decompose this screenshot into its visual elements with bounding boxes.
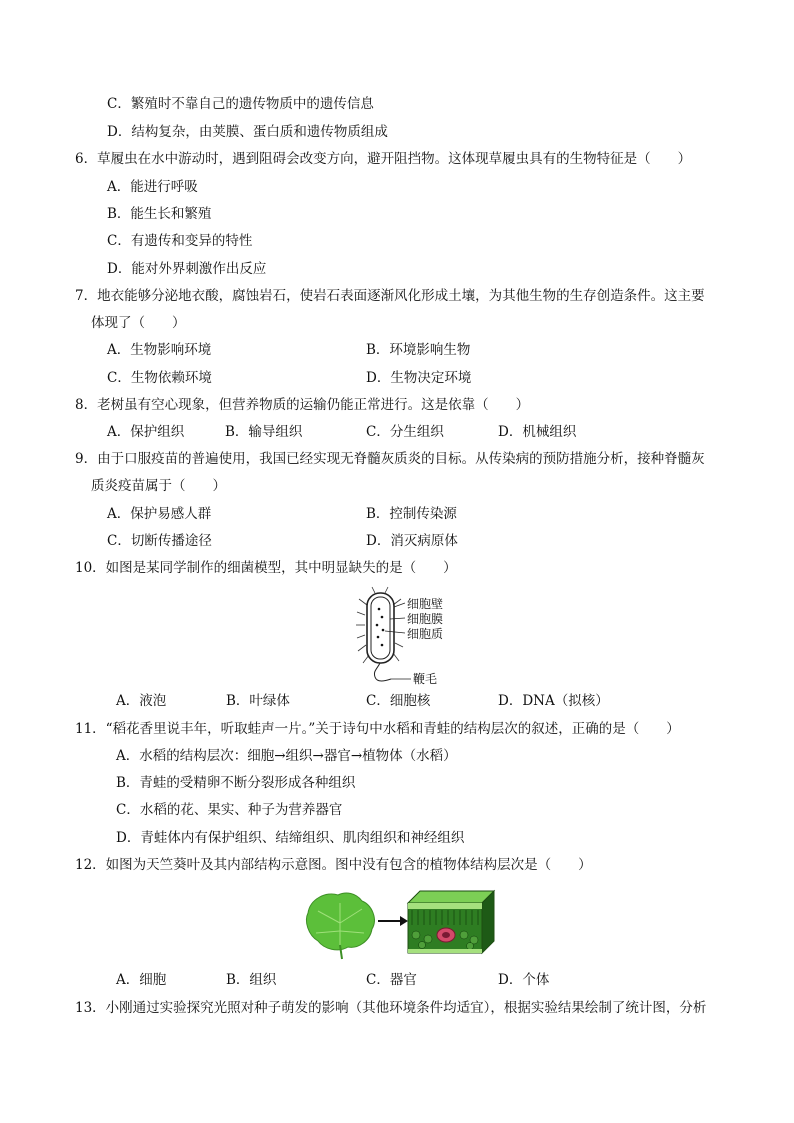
q11-option-d: D．青蛙体内有保护组织、结缔组织、肌肉组织和神经组织 xyxy=(116,830,465,846)
q6-stem: 6．草履虫在水中游动时，遇到阻碍会改变方向，避开阻挡物。这体现草履虫具有的生物特征是（ ） xyxy=(75,151,692,167)
q7-stem-line2: 体现了（ ） xyxy=(91,315,186,331)
q7-option-b: B．环境影响生物 xyxy=(366,342,471,358)
q10-option-a: A．液泡 xyxy=(116,693,167,709)
q8-option-d: D．机械组织 xyxy=(498,424,577,440)
q12-option-c: C．器官 xyxy=(366,972,417,988)
q7-option-a: A．生物影响环境 xyxy=(107,342,212,358)
q6-option-d: D．能对外界刺激作出反应 xyxy=(107,261,267,277)
q9-stem-line1: 9．由于口服疫苗的普遍使用，我国已经实现无脊髓灰质炎的目标。从传染病的预防措施分析，接种脊髓灰 xyxy=(75,451,705,467)
leaf-section-block-icon xyxy=(408,891,494,953)
q5-option-c: C．繁殖时不靠自己的遗传物质中的遗传信息 xyxy=(107,96,374,112)
label-cell-wall: 细胞壁 xyxy=(407,597,444,611)
geranium-figure xyxy=(300,883,500,963)
q8-stem: 8．老树虽有空心现象，但营养物质的运输仍能正常进行。这是依靠（ ） xyxy=(75,397,530,413)
q9-option-d: D．消灭病原体 xyxy=(366,533,458,549)
bacteria-model-figure xyxy=(355,585,465,685)
q12-stem: 12．如图为天竺葵叶及其内部结构示意图。图中没有包含的植物体结构层次是（ ） xyxy=(75,857,592,873)
q10-stem: 10．如图是某同学制作的细菌模型，其中明显缺失的是（ ） xyxy=(75,560,457,576)
q5-option-d: D．结构复杂，由荚膜、蛋白质和遗传物质组成 xyxy=(107,124,388,140)
q9-option-c: C．切断传播途径 xyxy=(107,533,212,549)
q8-option-a: A．保护组织 xyxy=(107,424,185,440)
q11-option-c: C．水稻的花、果实、种子为营养器官 xyxy=(116,802,343,818)
q10-option-c: C．细胞核 xyxy=(366,693,431,709)
label-flagellum: 鞭毛 xyxy=(413,672,438,686)
q12-option-a: A．细胞 xyxy=(116,972,167,988)
q12-option-b: B．组织 xyxy=(226,972,277,988)
label-cytoplasm: 细胞质 xyxy=(407,627,444,641)
q9-option-a: A．保护易感人群 xyxy=(107,506,212,522)
q13-stem: 13．小刚通过实验探究光照对种子萌发的影响（其他环境条件均适宜），根据实验结果绘制了统计图，分析 xyxy=(75,1000,707,1016)
q11-option-a: A．水稻的结构层次：细胞→组织→器官→植物体（水稻） xyxy=(116,748,457,764)
q11-stem: 11．“稻花香里说丰年，听取蛙声一片。”关于诗句中水稻和青蛙的结构层次的叙述，正确的是（ ） xyxy=(75,721,680,737)
leaf-structure-diagram xyxy=(300,883,500,963)
q9-stem-line2: 质炎疫苗属于（ ） xyxy=(91,478,226,494)
q6-option-a: A．能进行呼吸 xyxy=(107,179,198,195)
q10-option-d: D．DNA（拟核） xyxy=(498,693,609,709)
q7-option-d: D．生物决定环境 xyxy=(366,370,472,386)
q8-option-c: C．分生组织 xyxy=(366,424,444,440)
geranium-leaf-icon xyxy=(306,893,374,959)
q7-stem-line1: 7．地衣能够分泌地衣酸，腐蚀岩石，使岩石表面逐渐风化形成土壤，为其他生物的生存创造条件。这主要 xyxy=(75,288,705,304)
q6-option-c: C．有遗传和变异的特性 xyxy=(107,233,253,249)
q11-option-b: B．青蛙的受精卵不断分裂形成各种组织 xyxy=(116,775,356,791)
q8-option-b: B．输导组织 xyxy=(225,424,303,440)
q10-option-b: B．叶绿体 xyxy=(226,693,290,709)
q7-option-c: C．生物依赖环境 xyxy=(107,370,212,386)
q6-option-b: B．能生长和繁殖 xyxy=(107,206,212,222)
label-cell-membrane: 细胞膜 xyxy=(407,612,444,626)
q9-option-b: B．控制传染源 xyxy=(366,506,457,522)
q12-option-d: D．个体 xyxy=(498,972,550,988)
